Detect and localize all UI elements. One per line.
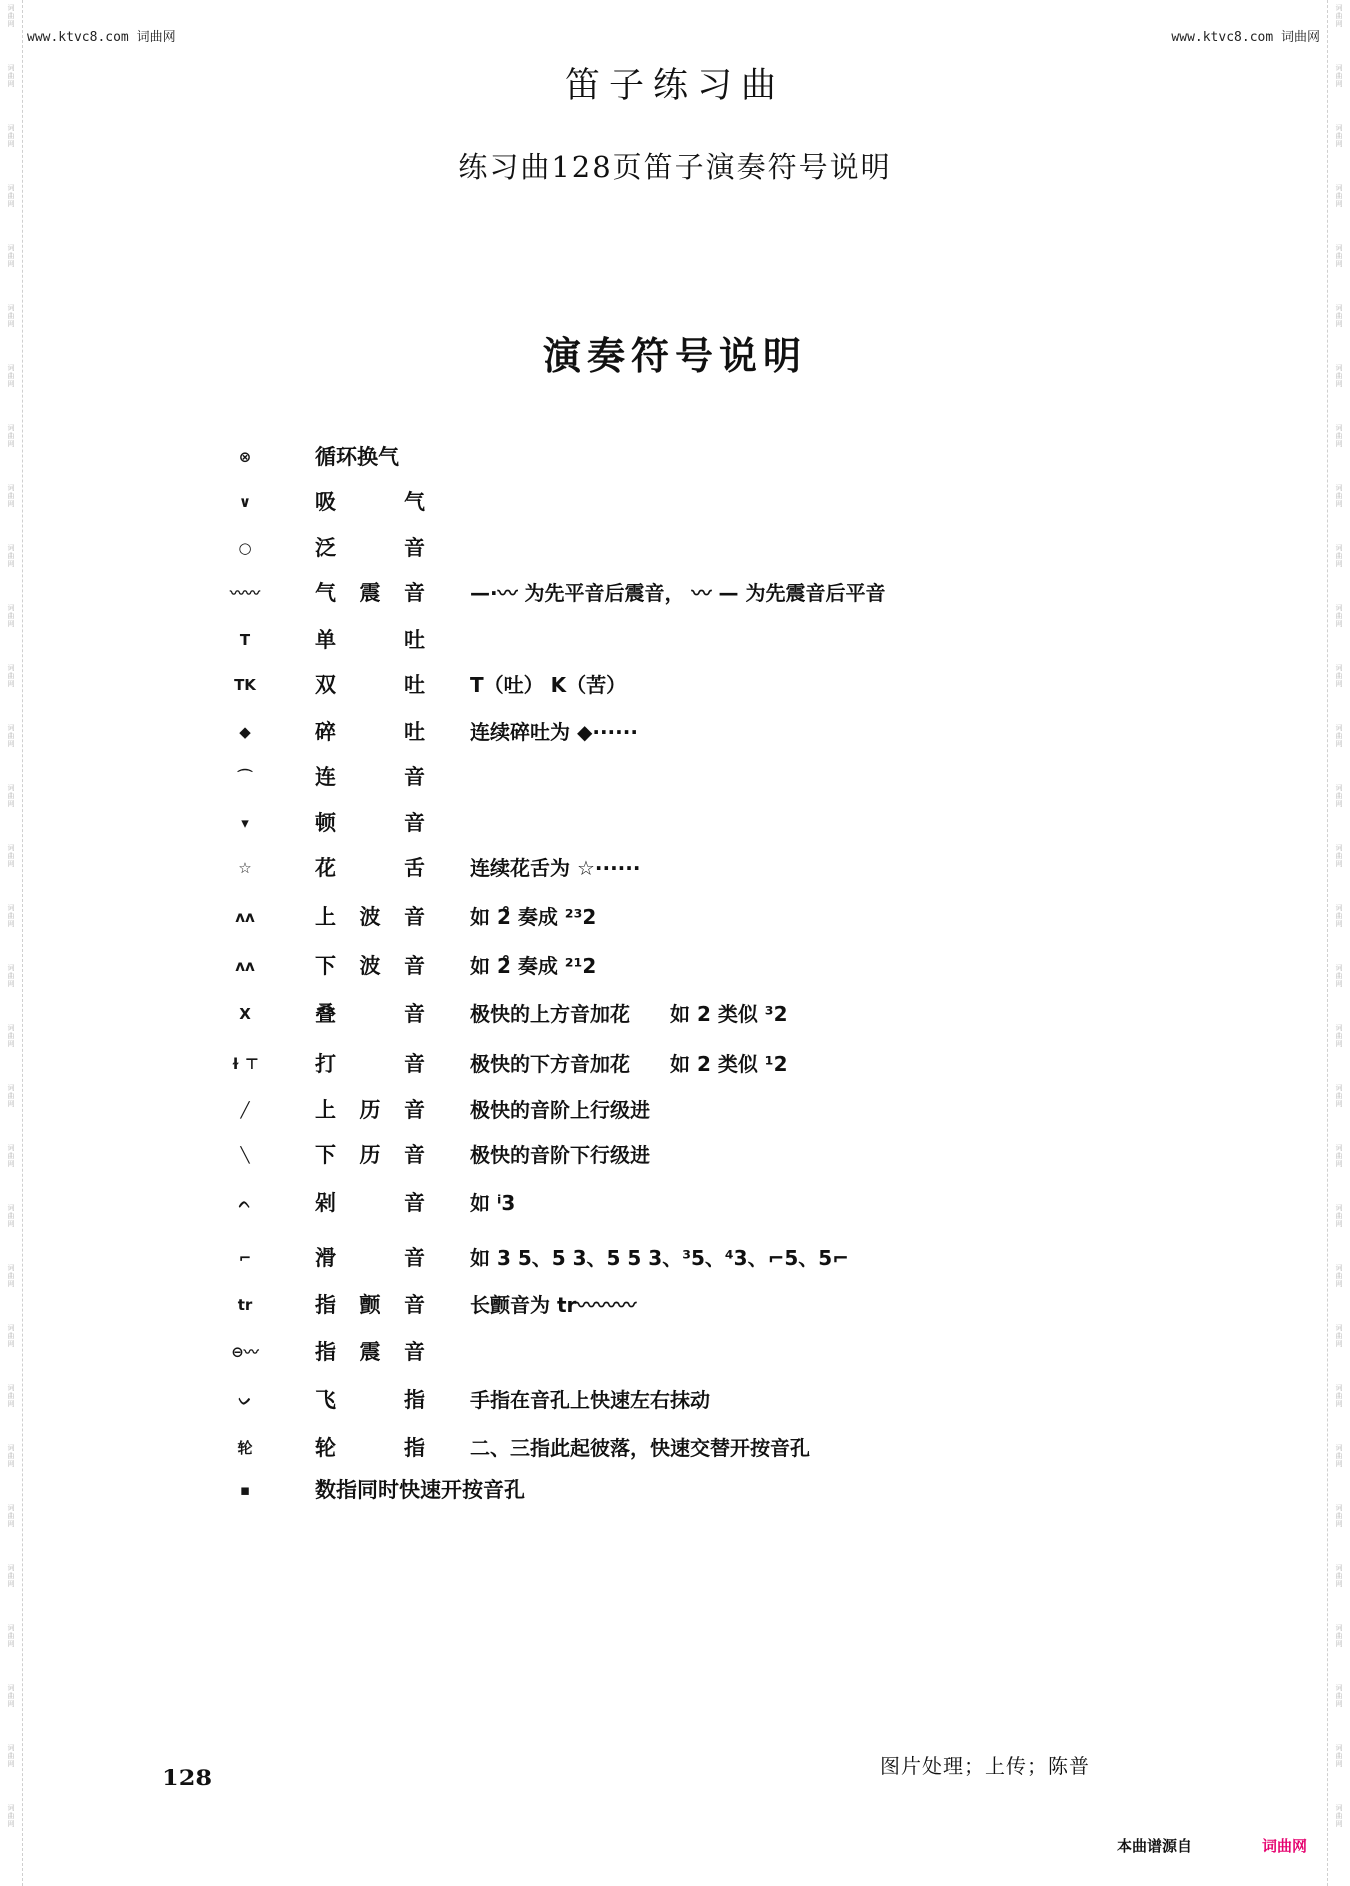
side-watermark-text: 词曲网: [1335, 604, 1343, 628]
side-watermark-text: 词曲网: [1335, 1624, 1343, 1648]
side-watermark-text: 词曲网: [1335, 1804, 1343, 1828]
symbol-name: 泛音: [315, 536, 425, 560]
symbol-name: 双吐: [315, 673, 425, 697]
symbol-name: 花舌: [315, 856, 425, 880]
symbol-name: 滑音: [315, 1246, 425, 1270]
side-watermark-text: 词曲网: [1335, 904, 1343, 928]
side-watermark-text: 词曲网: [1335, 184, 1343, 208]
side-watermark-text: 词曲网: [1335, 124, 1343, 148]
symbol-row: [0, 1238, 1300, 1278]
side-watermark-text: 词曲网: [1335, 1144, 1343, 1168]
symbol-row: [0, 1428, 1300, 1468]
side-watermark-text: 词曲网: [7, 964, 15, 988]
side-watermark-text: 词曲网: [7, 1444, 15, 1468]
side-watermark-text: 词曲网: [1335, 4, 1343, 28]
symbol-name: 连音: [315, 765, 425, 789]
side-watermark-text: 词曲网: [7, 544, 15, 568]
symbol-row: [0, 1044, 1300, 1084]
side-watermark-text: 词曲网: [1335, 724, 1343, 748]
side-watermark-text: 词曲网: [7, 1804, 15, 1828]
symbol-description: 长颤音为 tr〰〰〰: [470, 1293, 637, 1317]
symbol-row: [0, 897, 1300, 937]
symbol-name: 轮指: [315, 1436, 425, 1460]
side-watermark-text: 词曲网: [1335, 1444, 1343, 1468]
side-watermark-text: 词曲网: [7, 1564, 15, 1588]
side-watermark-text: 词曲网: [7, 664, 15, 688]
side-watermark-text: 词曲网: [7, 64, 15, 88]
lower-mordent-symbol: ᴧᴧ: [235, 957, 255, 975]
side-watermark-text: 词曲网: [7, 904, 15, 928]
side-watermark-text: 词曲网: [1335, 844, 1343, 868]
symbol-description: 手指在音孔上快速左右抹动: [470, 1388, 710, 1412]
symbol-row: [0, 620, 1300, 660]
side-watermark-text: 词曲网: [7, 1384, 15, 1408]
side-watermark-text: 词曲网: [7, 4, 15, 28]
symbol-description: T（吐） K（苦）: [470, 673, 627, 697]
symbol-description: 如 ⁱ3: [470, 1191, 516, 1215]
symbol-row: [0, 712, 1300, 752]
side-watermark-text: 词曲网: [1335, 1324, 1343, 1348]
document-title: 笛子练习曲: [564, 66, 785, 106]
wheel-finger-symbol: 轮: [237, 1439, 253, 1457]
harmonic-symbol: ○: [238, 539, 252, 557]
symbol-row: [0, 757, 1300, 797]
side-watermark-text: 词曲网: [1335, 1084, 1343, 1108]
symbol-name: 叠音: [315, 1002, 425, 1026]
side-watermark-text: 词曲网: [7, 1024, 15, 1048]
section-title: 演奏符号说明: [542, 334, 807, 378]
circular-breathing-symbol: ⊗: [238, 448, 252, 466]
flying-finger-symbol: ᨆ: [238, 1391, 252, 1409]
side-watermark-text: 词曲网: [7, 1504, 15, 1528]
side-watermark-text: 词曲网: [1335, 784, 1343, 808]
symbol-row: [0, 1090, 1300, 1130]
upper-grace-symbol: ꓫ: [239, 1005, 251, 1023]
side-watermark-text: 词曲网: [7, 1204, 15, 1228]
side-watermark-text: 词曲网: [1335, 1204, 1343, 1228]
side-watermark-text: 词曲网: [7, 1624, 15, 1648]
side-watermark-text: 词曲网: [7, 184, 15, 208]
symbol-row: [0, 482, 1300, 522]
symbol-name: 循环换气: [315, 445, 399, 469]
side-watermark-text: 词曲网: [7, 244, 15, 268]
header-url-right[interactable]: www.ktvc8.com 词曲网: [1171, 30, 1320, 45]
side-watermark-text: 词曲网: [7, 1144, 15, 1168]
symbol-name: 气震音: [315, 581, 425, 605]
symbol-name: 吸气: [315, 490, 425, 514]
symbol-row: [0, 1285, 1300, 1325]
breath-vibrato-symbol: 〰〰: [229, 584, 260, 602]
side-watermark-text: 词曲网: [7, 784, 15, 808]
side-watermark-text: 词曲网: [1335, 304, 1343, 328]
symbol-row: [0, 437, 1300, 477]
symbol-row: [0, 665, 1300, 705]
symbol-description: 极快的上方音加花 如 2 类似 ³2: [470, 1002, 788, 1026]
symbol-name: 指震音: [315, 1340, 425, 1364]
side-watermark-text: 词曲网: [1335, 1024, 1343, 1048]
side-watermark-text: 词曲网: [7, 1264, 15, 1288]
symbol-row: [0, 1332, 1300, 1372]
side-watermark-text: 词曲网: [7, 1084, 15, 1108]
symbol-row: [0, 1183, 1300, 1223]
symbol-description: 二、三指此起彼落，快速交替开按音孔: [470, 1436, 810, 1460]
side-watermark-text: 词曲网: [7, 484, 15, 508]
side-watermark-text: 词曲网: [7, 844, 15, 868]
symbol-description: 如 2̊ 奏成 ²³2: [470, 905, 597, 929]
upward-run-symbol: ╱: [240, 1101, 250, 1119]
symbol-description: 极快的下方音加花 如 2 类似 ¹2: [470, 1052, 788, 1076]
side-watermark-text: 词曲网: [7, 604, 15, 628]
side-watermark-text: 词曲网: [7, 124, 15, 148]
upper-mordent-symbol: ᴧᴧ: [235, 908, 255, 926]
breath-mark-symbol: ∨: [238, 493, 252, 511]
cut-symbol: ᨈ: [238, 1194, 252, 1212]
side-watermark-text: 词曲网: [1335, 244, 1343, 268]
symbol-row: [0, 528, 1300, 568]
symbol-row: [0, 1380, 1300, 1420]
page-number: 128: [162, 1764, 213, 1791]
side-watermark-text: 词曲网: [1335, 1264, 1343, 1288]
symbol-name: 下历音: [315, 1143, 425, 1167]
document-subtitle: 练习曲128页笛子演奏符号说明: [458, 150, 892, 184]
symbol-row: [0, 1470, 1300, 1510]
symbol-name: 上历音: [315, 1098, 425, 1122]
side-watermark-text: 词曲网: [1335, 664, 1343, 688]
symbol-description: 如 3 5、5 3、5 5 3、³5、⁴3、⌐5、5⌐: [470, 1246, 849, 1270]
source-brand-link[interactable]: 词曲网: [1262, 1837, 1308, 1855]
symbol-name: 下波音: [315, 954, 425, 978]
symbol-name: 剁音: [315, 1191, 425, 1215]
slur-symbol: ⌒: [237, 768, 253, 786]
side-watermark-text: 词曲网: [1335, 1384, 1343, 1408]
side-watermark-text: 词曲网: [7, 364, 15, 388]
symbol-row: [0, 1135, 1300, 1175]
side-watermark-text: 词曲网: [7, 1744, 15, 1768]
finger-trill-symbol: tr: [237, 1296, 253, 1314]
symbol-row: [0, 848, 1300, 888]
side-watermark-text: 词曲网: [7, 1684, 15, 1708]
downward-run-symbol: ╲: [240, 1146, 250, 1164]
symbol-name: 指颤音: [315, 1293, 425, 1317]
single-tongue-symbol: T: [239, 631, 251, 649]
symbol-row: [0, 573, 1300, 613]
double-tongue-symbol: TK: [234, 676, 256, 694]
symbol-description: 连续花舌为 ☆······: [470, 856, 641, 880]
symbol-row: [0, 994, 1300, 1034]
symbol-name: 碎吐: [315, 720, 425, 744]
symbol-description: —·〰 为先平音后震音， 〰 — 为先震音后平音: [470, 581, 886, 605]
symbol-name: 单吐: [315, 628, 425, 652]
staccato-symbol: ▾: [241, 814, 249, 832]
flutter-tongue-symbol: ☆: [238, 859, 252, 877]
side-watermark-text: 词曲网: [7, 424, 15, 448]
symbol-name: 飞指: [315, 1388, 425, 1412]
symbol-name: 数指同时快速开按音孔: [315, 1478, 525, 1502]
left-watermark-strip: [0, 0, 23, 1886]
side-watermark-text: 词曲网: [1335, 1744, 1343, 1768]
symbol-row: [0, 946, 1300, 986]
symbol-description: 极快的音阶上行级进: [470, 1098, 650, 1122]
finger-vibrato-symbol: ⊖〰: [231, 1343, 259, 1361]
source-label: 本曲谱源自: [1117, 1837, 1193, 1855]
side-watermark-text: 词曲网: [1335, 964, 1343, 988]
symbol-name: 上波音: [315, 905, 425, 929]
symbol-row: [0, 803, 1300, 843]
symbol-description: 极快的音阶下行级进: [470, 1143, 650, 1167]
symbol-description: 连续碎吐为 ◆······: [470, 720, 638, 744]
side-watermark-text: 词曲网: [1335, 1564, 1343, 1588]
right-watermark-strip: [1327, 0, 1350, 1886]
side-watermark-text: 词曲网: [7, 724, 15, 748]
side-watermark-text: 词曲网: [1335, 64, 1343, 88]
lower-grace-symbol: ɫ ⊤: [231, 1055, 259, 1073]
side-watermark-text: 词曲网: [7, 1324, 15, 1348]
glide-symbol: ⌐: [238, 1249, 252, 1267]
symbol-name: 顿音: [315, 811, 425, 835]
credit-line: 图片处理；上传；陈普: [880, 1754, 1090, 1778]
side-watermark-text: 词曲网: [1335, 484, 1343, 508]
side-watermark-text: 词曲网: [1335, 424, 1343, 448]
side-watermark-text: 词曲网: [1335, 544, 1343, 568]
broken-tongue-symbol: ◆: [239, 723, 251, 741]
multi-finger-symbol: ▪: [239, 1481, 251, 1499]
header-url-left[interactable]: www.ktvc8.com 词曲网: [27, 30, 176, 45]
side-watermark-text: 词曲网: [7, 304, 15, 328]
symbol-description: 如 2̊ 奏成 ²¹2: [470, 954, 597, 978]
side-watermark-text: 词曲网: [1335, 1504, 1343, 1528]
side-watermark-text: 词曲网: [1335, 364, 1343, 388]
side-watermark-text: 词曲网: [1335, 1684, 1343, 1708]
symbol-name: 打音: [315, 1052, 425, 1076]
